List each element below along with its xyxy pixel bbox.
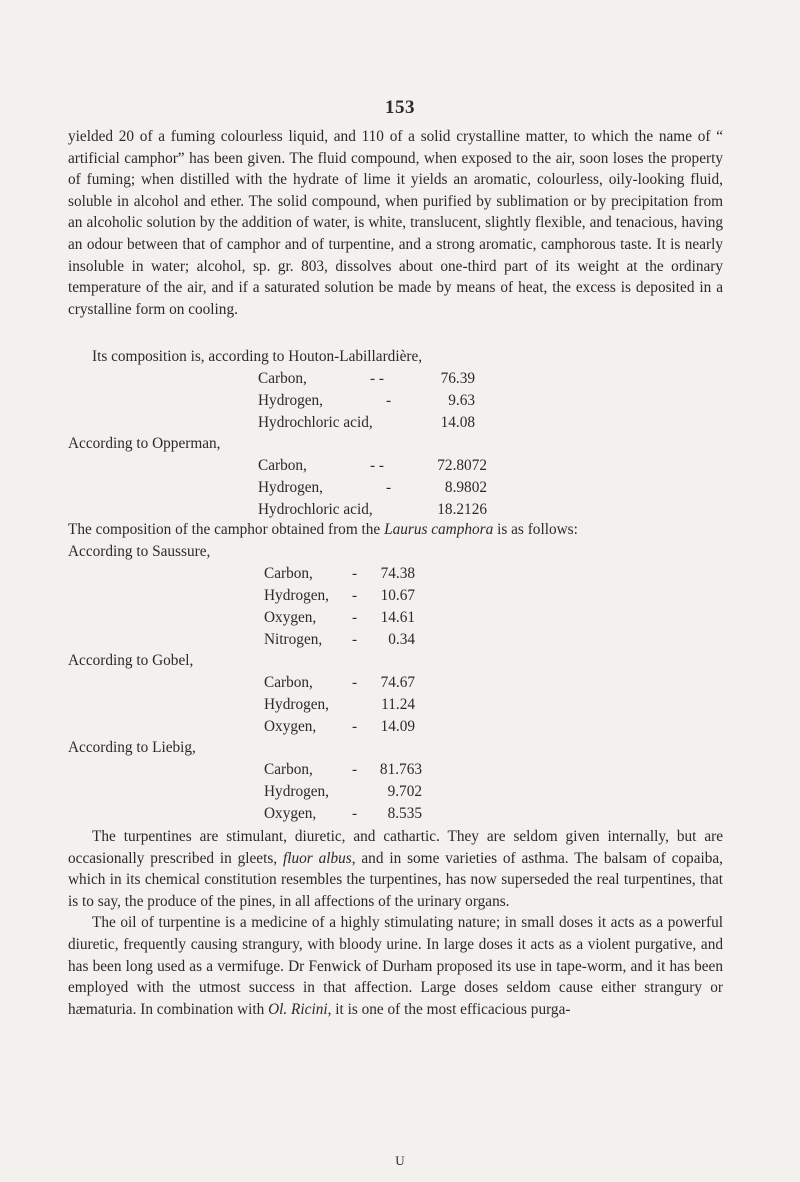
composition-intro: Its composition is, according to Houton-Labillardière, xyxy=(92,348,423,365)
book-page: 153 yielded 20 of a fuming colourless liquid, and 110 of a solid crystalline matter, to which the name of “ artificial camphor” has been given. The fluid compound, when exposed to the air, soon loses the property of fuming; when distilled with the hydrate of lime it yields an aromatic, colourless, oily-looking fluid, soluble in alcohol and ether. The solid compound, when purified by sublimation or by precipitation from an alcoholic solution by the addition of water, is white, translucent, slightly flexible, and tenacious, having an odour between that of camphor and of turpentine, and a strong aromatic, camphorous taste. It is nearly insoluble in water; alcohol, sp. gr. 803, dissolves about one-third part of its weight at the ordinary temperature of the air, and if a saturated solution be made by means of heat, the excess is deposited in a crystalline form on cooling. Its composition is, according to Houton-Labillardière, Carbon, - - 76.39 Hydrogen, - 9.63 Hydrochloric acid, 14.08 According to Opperman, Carbon, - - 72.8072 Hydrogen, - 8.9802 Hydrochloric acid, 18.2126 The composition of the camphor obtained from the Laurus camphora is as follows: According to Saussure, Carbon, - 74.38 Hydrogen, - 10.67 Oxygen, - 14.61 Nitrogen, - 0.34 According to Gobel, Carbon, - 74.67 Hydrogen, 11.24 Oxygen, - 14.09 According to Liebig, Carbon, - 81.763 Hydrogen, 9.702 Oxygen, - 8.535 The turpentines are stimulant, diuretic, and cathartic. They are seldom given internally, but are occasionally prescribed in gleets, fluor albus, and in some varieties of asthma. The balsam of copaiba, which in its chemical constitution resembles the turpentines, has now superseded the real turpentines, that is to say, the produce of the pines, in all affections of the urinary organs. The oil of turpentine is a medicine of a highly stimulating nature; in small doses it acts as a powerful diuretic, frequently causing strangury, with bloody urine. In large doses it acts as a violent purgative, and has been long used as a vermifuge. Dr Fenwick of Durham proposed its use in tape-worm, and it has been employed with the utmost success in that affection. Large doses seldom cause either strangury or hæmaturia. In combination with Ol. Ricini, it is one of the most efficacious purga- U xyxy=(0,0,800,1182)
signature-mark: U xyxy=(395,1153,405,1168)
ol-ricini: Ol. Ricini xyxy=(268,1000,328,1018)
liebig-intro: According to Liebig, xyxy=(68,739,196,756)
paragraph-artificial-camphor: yielded 20 of a fuming colourless liquid, and 110 of a solid crystalline matter, to which the name of “ artificial camphor” has been given. The fluid compound, when exposed to the air, soon loses the property of fuming; when distilled with the hydrate of lime it yields an aromatic, colourless, oily-looking fluid, soluble in alcohol and ether. The solid compound, when purified by sublimation or by precipitation from an alcoholic solution by the addition of water, is white, translucent, slightly flexible, and tenacious, having an odour between that of camphor and of turpentine, and a strong aromatic, camphorous taste. It is nearly insoluble in water; alcohol, sp. gr. 803, dissolves about one-third part of its weight at the ordinary temperature of the air, and if a saturated solution be made by means of heat, the excess is deposited in a crystalline form on cooling. xyxy=(68,128,723,318)
turpentine-paragraphs xyxy=(68,826,723,1020)
paragraph-turpentines-stimulant: The turpentines are stimulant, diuretic, and cathartic. They are seldom given internally, but are occasionally prescribed in gleets, fluor albus, and in some varieties of asthma. The balsam of copaiba, which in its chemical constitution resembles the turpentines, has now superseded the real turpentines, that is to say, the produce of the pines, in all affections of the urinary organs. xyxy=(68,828,723,910)
opperman-intro: According to Opperman, xyxy=(68,435,221,452)
laurus-name: Laurus camphora xyxy=(384,521,494,538)
page-number: 153 xyxy=(385,97,415,118)
fluor-albus: fluor albus xyxy=(282,849,352,867)
saussure-intro: According to Saussure, xyxy=(68,543,211,560)
laurus-line: The composition of the camphor obtained from the Laurus camphora is as follows: xyxy=(68,521,578,538)
paragraph-oil-of-turpentine: The oil of turpentine is a medicine of a highly stimulating nature; in small doses it acts as a powerful diuretic, frequently causing strangury, with bloody urine. In large doses it acts as a violent purgative, and has been long used as a vermifuge. Dr Fenwick of Durham proposed its use in tape-worm, and it has been employed with the utmost success in that affection. Large doses seldom cause either strangury or hæmaturia. In combination with Ol. Ricini, it is one of the most efficacious purga- xyxy=(68,914,723,1018)
gobel-intro: According to Gobel, xyxy=(68,652,194,669)
